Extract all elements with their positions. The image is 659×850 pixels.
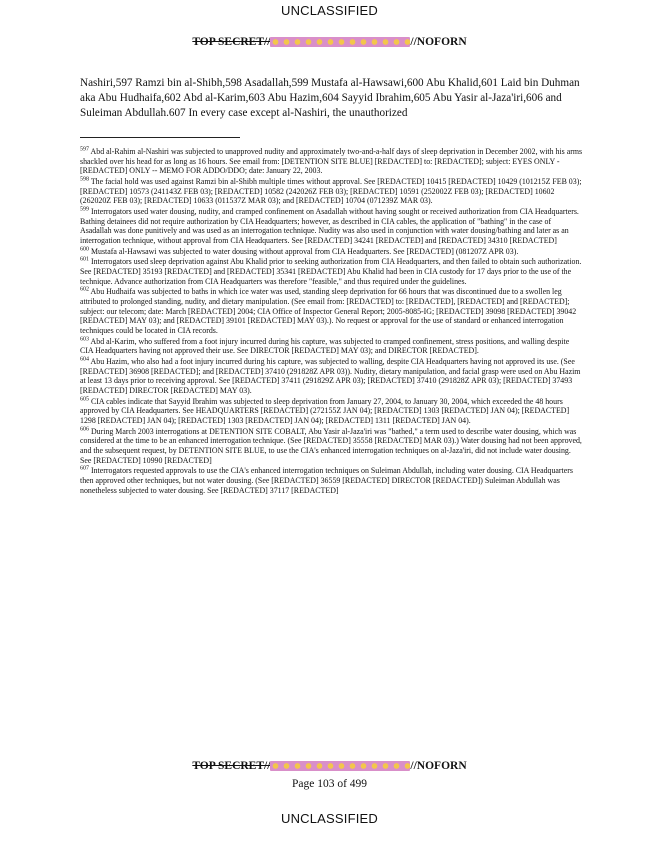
footnote-599: $^{599}$ Interrogators used water dousing, nudity, and cramped confinement on Asadallah without having sought or received authorization from CIA Headquarters. Bathing detainees did not require authorization by CIA Headquarters; however, as described in CIA cables, the application of "bathing" in the case of Asadallah was done punitively and was used as an interrogation technique. Nudity was also used in conjunction with water dousing/bathing and later as an interrogation technique, without approval from CIA Headquarters. See [REDACTED] 34241 [REDACTED] and [REDACTED] 34310 [REDACTED] bbox=[80, 206, 579, 246]
footnote-604: $^{604}$ Abu Hazim, who also had a foot injury incurred during his capture, was subjected to walling, despite CIA Headquarters having not approved its use. (See [REDACTED] 36908 [REDACTED]; and [REDACTED] 37410 (291828Z APR 03)). Nudity, dietary manipulation, and facial grasp were used on Abu Hazim at least 13 days prior to receiving approval. See [REDACTED] 37411 (291829Z APR 03); [REDACTED] 37410 (291828Z APR 03); [REDACTED] 37493 [REDACTED] DIRECTOR [REDACTED] MAY 03). bbox=[80, 356, 581, 396]
footnote-598: $^{598}$ The facial hold was used against Ramzi bin al-Shibh multiple times without approval. See [REDACTED] 10415 [REDACTED] 10429 (101215Z FEB 03); [REDACTED] 10573 (241143Z FEB 03); [REDACTED] 10582 (242026Z FEB 03); [REDACTED] 10591 (252002Z FEB 03); [REDACTED] 10602 (262020Z FEB 03); [REDACTED] 10633 (011537Z MAR 03); and [REDACTED] 10704 (071239Z MAR 03). bbox=[80, 176, 582, 206]
banner-bottom bbox=[0, 760, 659, 772]
banner-right: //NOFORN bbox=[410, 760, 467, 772]
banner-right: //NOFORN bbox=[410, 36, 467, 48]
banner-left: TOP SECRET// bbox=[192, 760, 271, 772]
banner-top bbox=[0, 36, 659, 48]
footnote-603: $^{603}$ Abd al-Karim, who suffered from a foot injury incurred during his capture, was subjected to cramped confinement, stress positions, and walling despite CIA Headquarters having not approved their use. See DIRECTOR [REDACTED] MAY 03); and DIRECTOR [REDACTED]. bbox=[80, 336, 570, 356]
footnote-rule bbox=[80, 137, 240, 138]
footnote-601: $^{601}$ Interrogators used sleep deprivation against Abu Khalid prior to seeking authorization from CIA Headquarters, and then failed to obtain such authorization. See [REDACTED] 35193 [REDACTED] and [REDACTED] 35341 [REDACTED] Abu Khalid had been in CIA custody for 17 days prior to the use of the technique. Advance authorization from CIA Headquarters was therefore "feasible," and thus required under the guidelines. bbox=[80, 256, 582, 286]
classification-top: UNCLASSIFIED bbox=[280, 3, 379, 18]
footnote-606: $^{606}$ During March 2003 interrogations at DETENTION SITE COBALT, Abu Yasir al-Jaza'iri was "bathed," a term used to describe water dousing, which was considered at the time to be an enhanced interrogation technique. (See [REDACTED] 35558 [REDACTED] MAR 03).) Water dousing had not been approved, and the subsequent request, by DETENTION SITE BLUE, to use the CIA's enhanced interrogation techniques on al-Jaza'iri, did not include water dousing. See [REDACTED] 10990 [REDACTED] bbox=[80, 426, 582, 465]
footnote-600: $^{600}$ Mustafa al-Hawsawi was subjected to water dousing without approval from CIA Headquarters. See [REDACTED] (081207Z APR 03). bbox=[80, 246, 519, 256]
banner-left: TOP SECRET// bbox=[192, 36, 271, 48]
footnote-605: $^{605}$ CIA cables indicate that Sayyid Ibrahim was subjected to sleep deprivation from January 27, 2004, to January 30, 2004, which exceeded the 48 hours approved by CIA Headquarters. See HEADQUARTERS [REDACTED] (272155Z JAN 04); [REDACTED] 1303 [REDACTED] JAN 04); [REDACTED] 1298 [REDACTED] JAN 04); [REDACTED] 1303 [REDACTED] JAN 04); [REDACTED] 1311 [REDACTED] JAN 04). bbox=[80, 396, 570, 426]
redaction bbox=[270, 37, 410, 47]
redaction bbox=[270, 761, 410, 771]
footnote-597: $^{597}$ Abd al-Rahim al-Nashiri was subjected to unapproved nudity and approximately two-and-a-half days of sleep deprivation in December 2002, with his arms shackled over his head for as long as 16 hours. See email from: [DETENTION SITE BLUE] [REDACTED] to: [REDACTED]; subject: EYES ONLY - [REDACTED] ONLY -- MEMO FOR ADDO/DDO; date: January 22, 2003. bbox=[80, 146, 583, 176]
page-number: Page 103 of 499 bbox=[291, 778, 368, 790]
classification-bottom: UNCLASSIFIED bbox=[280, 811, 379, 826]
footnote-607: $^{607}$ Interrogators requested approvals to use the CIA's enhanced interrogation techniques on Suleiman Abdullah, including water dousing. CIA Headquarters then approved other techniques, but not water dousing. (See [REDACTED] 36559 [REDACTED] DIRECTOR [REDACTED]) Suleiman Abdullah was nonetheless subjected to water dousing. See [REDACTED] 37117 [REDACTED] bbox=[80, 465, 573, 495]
footnotes bbox=[80, 147, 583, 496]
body-paragraph: Nashiri,597 Ramzi bin al-Shibh,598 Asadallah,599 Mustafa al-Hawsawi,600 Abu Khalid,601 Laid bin Duhman aka Abu Hudhaifa,602 Abd al-Karim,603 Abu Hazim,604 Sayyid Ibrahim,605 Abu Yasir al-Jaza'iri,606 and Suleiman Abdullah.607 In every case except al-Nashiri, the unauthorized bbox=[80, 77, 580, 120]
footnote-602: $^{602}$ Abu Hudhaifa was subjected to baths in which ice water was used, standing sleep deprivation for 66 hours that was discontinued due to a swollen leg attributed to prolonged standing, nudity, and dietary manipulation. (See email from: [REDACTED] to: [REDACTED], [REDACTED] and [REDACTED]; subject: our telecom; date: March [REDACTED] 2004; CIA Office of Inspector General Report; 2005-8085-IG; [REDACTED] 39098 [REDACTED] 39042 [REDACTED] MAY 03); and [REDACTED] 39101 [REDACTED] MAY 03).). No request or approval for the use of standard or enhanced interrogation techniques could be located in CIA records. bbox=[80, 286, 577, 336]
